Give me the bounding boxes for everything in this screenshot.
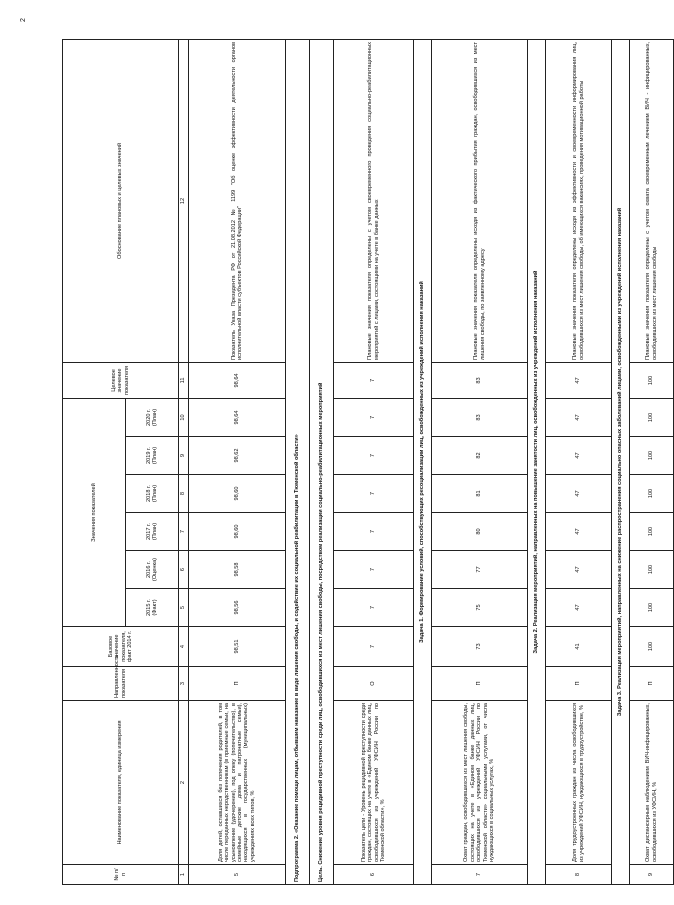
indicator-basis: Плановые значения показателя определены исходя из фактического прибытия граждан, освободившихся из мест лишения свободы, по заявленному адресу (432, 39, 528, 362)
col-number: 12 (179, 39, 189, 362)
task-row (612, 39, 630, 884)
table-row (334, 39, 414, 884)
value-2018: 7 (334, 475, 414, 513)
value-2018: 47 (546, 475, 612, 513)
indicator-basis: Плановые значения показателя определены с учетом своевременного проведения социально-реабилитационных мероприятий с лицами, состоящими на учете в банке данных (334, 39, 414, 362)
value-2020: 100 (630, 398, 674, 436)
task-row (528, 39, 546, 884)
task-row (414, 39, 432, 884)
task-title: Задача 2. Реализация мероприятий, направленных на повышение занятости лиц, освобожденных из учреждений исполнения наказаний (528, 39, 546, 884)
header-num: № п/п (63, 865, 179, 885)
column-numbers-row (179, 39, 189, 884)
value-2016: 47 (546, 551, 612, 589)
value-2019: 100 (630, 437, 674, 475)
value-2017: 98,60 (189, 513, 286, 551)
col-number: 5 (179, 589, 189, 627)
table-row (630, 39, 674, 884)
value-2016: 100 (630, 551, 674, 589)
value-2018: 100 (630, 475, 674, 513)
task-title: Задача 1. Формирование условий, способствующих ресоциализации лиц, освобожденных из учреждений исполнения наказаний (414, 39, 432, 884)
value-2019: 7 (334, 437, 414, 475)
header-2019: 2019 г. (План) (126, 437, 179, 475)
indicator-basis: Плановые значения показателя определены исходя из эффективности и своевременности информирования лиц, освободившихся из мест лишения свободы, об имеющихся вакансиях, проведения мотивационной работы (546, 39, 612, 362)
subprogram-row (286, 39, 310, 884)
indicator-target: 47 (546, 362, 612, 398)
table-row (546, 39, 612, 884)
value-2018: 98,60 (189, 475, 286, 513)
header-basis: Обоснование плановых и целевых значений (63, 39, 179, 362)
col-number: 10 (179, 398, 189, 436)
value-2017: 47 (546, 513, 612, 551)
row-num: 9 (630, 865, 674, 885)
header-2015: 2015 г. (Факт) (126, 589, 179, 627)
value-2018: 81 (432, 475, 528, 513)
value-2016: 98,58 (189, 551, 286, 589)
value-2020: 47 (546, 398, 612, 436)
indicator-basis: Показатель Указа Президента РФ от 21.08.2012 № 1199 "Об оценке эффективности деятельности органов исполнительной власти субъектов Российской Федерации" (189, 39, 286, 362)
value-2016: 7 (334, 551, 414, 589)
task-title: Задача 3. Реализация мероприятий, направленных на снижение распространения социально опасных заболеваний лицами, освобожденными из учреждений исполнения наказаний (612, 39, 630, 884)
value-2019: 82 (432, 437, 528, 475)
header-target: Целевое значение показателя (63, 362, 179, 398)
value-2020: 98,64 (189, 398, 286, 436)
col-number: 7 (179, 513, 189, 551)
indicator-direction: П (630, 667, 674, 701)
indicator-base: 7 (334, 627, 414, 667)
indicator-name: Охват граждан, освободившихся из мест лишения свободы, состоящих на учете в «Едином банке данных лиц, освободившихся из учреждений УФСИН России по Тюменской области» социальными услугами, от числа нуждающихся в социальных услугах, % (432, 701, 528, 865)
value-2015: 98,56 (189, 589, 286, 627)
indicator-name: Охват диспансерным наблюдением ВИЧ-инфицированных, освободившихся из УФСИН, % (630, 701, 674, 865)
indicator-basis: Плановые значения показателя определены с учетом охвата своевременным лечением ВИЧ - инфицированных, освободившихся из мест лишения свободы (630, 39, 674, 362)
indicator-target: 100 (630, 362, 674, 398)
value-2016: 77 (432, 551, 528, 589)
table-row (432, 39, 528, 884)
header-2017: 2017 г. (План) (126, 513, 179, 551)
row-num: 6 (334, 865, 414, 885)
indicator-base: 73 (432, 627, 528, 667)
value-2017: 100 (630, 513, 674, 551)
col-number: 8 (179, 475, 189, 513)
value-2019: 47 (546, 437, 612, 475)
indicator-direction: П (546, 667, 612, 701)
header-values-group: Значения показателей (63, 398, 126, 626)
row-num: 5 (189, 865, 286, 885)
indicators-table (62, 39, 674, 885)
col-number: 6 (179, 551, 189, 589)
value-2020: 83 (432, 398, 528, 436)
col-number: 4 (179, 627, 189, 667)
header-2020: 2020 г. (План) (126, 398, 179, 436)
indicator-target: 98,64 (189, 362, 286, 398)
header-row-1 (63, 39, 126, 884)
value-2015: 100 (630, 589, 674, 627)
header-2018: 2018 г. (План) (126, 475, 179, 513)
indicator-direction: П (432, 667, 528, 701)
indicator-name: Доля трудоустроенных граждан из числа освободившихся из учреждений УФСИН, нуждающихся в трудоустройстве, % (546, 701, 612, 865)
row-num: 7 (432, 865, 528, 885)
value-2017: 7 (334, 513, 414, 551)
indicator-direction: О (334, 667, 414, 701)
header-direction: Направленность показателя (63, 667, 179, 701)
indicator-base: 100 (630, 627, 674, 667)
indicator-base: 41 (546, 627, 612, 667)
col-number: 11 (179, 362, 189, 398)
col-number: 9 (179, 437, 189, 475)
value-2015: 47 (546, 589, 612, 627)
value-2019: 98,62 (189, 437, 286, 475)
indicator-target: 7 (334, 362, 414, 398)
indicator-target: 83 (432, 362, 528, 398)
indicator-direction: П (189, 667, 286, 701)
col-number: 3 (179, 667, 189, 701)
indicator-base: 98,51 (189, 627, 286, 667)
goal-row (310, 39, 334, 884)
col-number: 2 (179, 701, 189, 865)
header-base: Базовое значение показателя, факт 2014 г. (63, 627, 179, 667)
goal-title: Цель. Снижение уровня рецидивной преступности среди лиц, освободившихся из мест лишения свободы, посредством реализации социально-реабилитационных мероприятий (310, 39, 334, 884)
col-number: 1 (179, 865, 189, 885)
subprogram-title: Подпрограмма 2. «Оказание помощи лицам, отбывшим наказание в виде лишения свободы, и содействие их социальной реабилитации в Тюменской области» (286, 39, 310, 884)
value-2017: 80 (432, 513, 528, 551)
header-name: Наименование показателя, единица измерения (63, 701, 179, 865)
header-2016: 2016 г. (Оценка) (126, 551, 179, 589)
page-number: 2 (20, 18, 27, 22)
value-2020: 7 (334, 398, 414, 436)
value-2015: 75 (432, 589, 528, 627)
table-row (189, 39, 286, 884)
indicator-name: Показатель цели - Уровень рецидивной преступности среди граждан, состоящих на учете в «Едином банке данных лиц, освободившихся из учреждений УФСИН России по Тюменской области», % (334, 701, 414, 865)
row-num: 8 (546, 865, 612, 885)
value-2015: 7 (334, 589, 414, 627)
indicator-name: Доля детей, оставшихся без попечения родителей, в том числе переданных неродственникам (в приемные семьи, на усыновление (удочерение), под опеку (попечительство), в семейные детские дома и патронатные семьи), находящихся в государственных (муниципальных) учреждениях всех типов, % (189, 701, 286, 865)
